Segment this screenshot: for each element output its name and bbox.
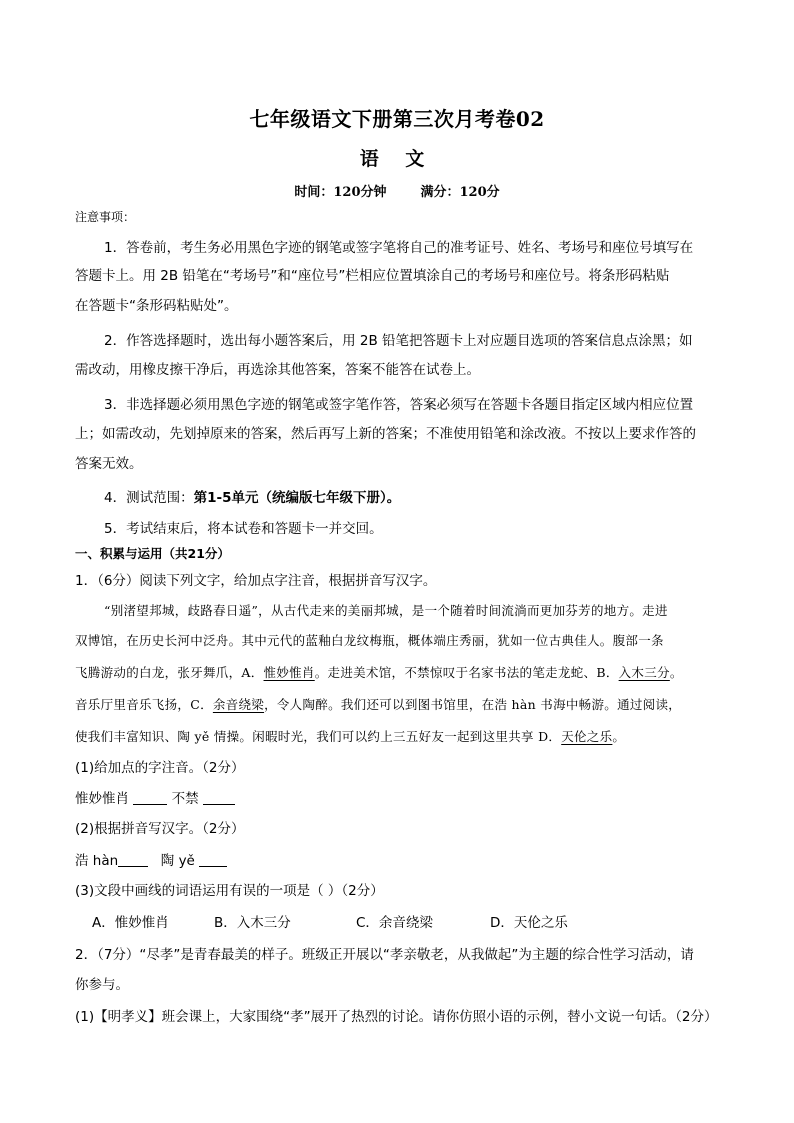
q1-passage-line-4 (75, 695, 725, 715)
passage-text: 音乐厅里音乐飞扬，C． (75, 697, 213, 712)
note-2-line-1: 2．作答选择题时，选出每小题答案后，用 2B 铅笔把答题卡上对应题目选项的答案信息点涂黑；如 (104, 333, 693, 349)
q1-sub-1: (1)给加点的字注音。（2分） (75, 760, 245, 776)
underlined-phrase-a: 惟妙惟肖 (263, 665, 315, 680)
option-b[interactable]: B．入木三分 (214, 915, 291, 931)
passage-text: 使我们丰富知识、陶 yě 情操。闲暇时光，我们可以约上三五好友一起到这里共享 D． (75, 729, 562, 744)
note-1-line-1: 1．答卷前，考生务必用黑色字迹的钢笔或签字笔将自己的准考证号、姓名、考场号和座位号填写在 (104, 240, 694, 256)
exam-meta (0, 181, 794, 200)
note-3-line-1: 3．非选择题必须用黑色字迹的钢笔或签字笔作答，答案必须写在答题卡各题目指定区域内相应位置 (104, 397, 694, 413)
q1-options (92, 913, 742, 933)
hanzi-item-a: 浩 hàn (75, 853, 119, 869)
q2-stem-line-2: 你参与。 (75, 977, 129, 993)
passage-text: 。 (669, 665, 683, 680)
page-title: 七年级语文下册第三次月考卷02 (249, 107, 545, 131)
q1-sub-1-items (75, 789, 725, 809)
notes-heading: 注意事项： (75, 210, 136, 224)
underlined-phrase-d: 天伦之乐 (561, 729, 613, 744)
exam-time: 时间：120分钟 (294, 185, 387, 200)
option-c[interactable]: C．余音绕梁 (356, 915, 433, 931)
hanzi-item-b: 陶 yě (160, 853, 195, 869)
pinyin-item-a: 惟妙惟肖 (75, 791, 129, 807)
note-2-line-2: 需改动，用橡皮擦干净后，再选涂其他答案，答案不能答在试卷上。 (75, 362, 480, 378)
answer-blank-d[interactable] (199, 852, 227, 867)
note-5: 5．考试结束后，将本试卷和答题卡一并交回。 (104, 521, 383, 537)
q1-passage-line-5 (75, 727, 725, 747)
subject-title: 语 文 (359, 148, 435, 170)
answer-blank-c[interactable] (118, 852, 148, 867)
answer-blank-a[interactable] (133, 790, 167, 805)
note-3-line-2: 上；如需改动，先划掉原来的答案，然后再写上新的答案；不准使用铅笔和涂改液。不按以上要求作答的 (75, 426, 696, 442)
note-1-line-2: 答题卡上。用 2B 铅笔在“考场号”和“座位号”栏相应位置填涂自己的考场号和座位号。将条形码粘贴 (75, 268, 670, 284)
q2-sub-1: (1)【明孝义】班会课上，大家围绕“孝”展开了热烈的讨论。请你仿照小语的示例，替小文说一句话。（2分） (75, 1009, 718, 1025)
exam-score: 满分：120分 (420, 185, 500, 200)
option-d[interactable]: D．天伦之乐 (490, 915, 568, 931)
q1-sub-2-items (75, 851, 725, 871)
underlined-phrase-c: 余音绕梁 (212, 697, 265, 712)
passage-text: 飞腾游动的白龙，张牙舞爪，A． (75, 665, 264, 680)
q1-passage-line-1: “别渚望邦城，歧路春日遥”，从古代走来的美丽邦城，是一个随着时间流淌而更加芬芳的地方。走进 (104, 603, 668, 618)
answer-blank-b[interactable] (203, 790, 235, 805)
passage-text: ，令人陶醉。我们还可以到图书馆里，在浩 hàn 书海中畅游。通过阅读， (264, 697, 682, 712)
note-3-line-3: 答案无效。 (75, 456, 143, 472)
note-1-line-3: 在答题卡“条形码粘贴处”。 (75, 298, 238, 314)
note-4-prefix: 4．测试范围： (104, 490, 194, 506)
q1-passage-line-3 (75, 663, 725, 683)
note-4-scope: 第1-5单元（统编版七年级下册）。 (193, 490, 401, 506)
note-4 (104, 488, 754, 508)
passage-text: 。 (612, 729, 626, 744)
section-1-heading: 一、积累与运用（共21分） (75, 546, 230, 561)
underlined-phrase-b: 入木三分 (618, 665, 670, 680)
q1-passage-line-2: 双博馆，在历史长河中泛舟。其中元代的蓝釉白龙纹梅瓶，概体端庄秀丽，犹如一位古典佳人。腹部一条 (75, 633, 664, 648)
pinyin-item-b: 不禁 (171, 791, 199, 807)
q1-stem: 1．（6分）阅读下列文字，给加点字注音，根据拼音写汉字。 (75, 573, 437, 589)
option-a[interactable]: A．惟妙惟肖 (92, 915, 169, 931)
q2-stem-line-1: 2．（7分）“尽孝”是青春最美的样子。班级正开展以“孝亲敬老，从我做起”为主题的综合性学习活动，请 (75, 947, 694, 963)
passage-text: 。走进美术馆，不禁惊叹于名家书法的笔走龙蛇、B． (314, 665, 619, 680)
q1-sub-3: (3)文段中画线的词语运用有误的一项是（ ）（2分） (75, 883, 384, 899)
q1-sub-2: (2)根据拼音写汉字。（2分） (75, 821, 245, 837)
